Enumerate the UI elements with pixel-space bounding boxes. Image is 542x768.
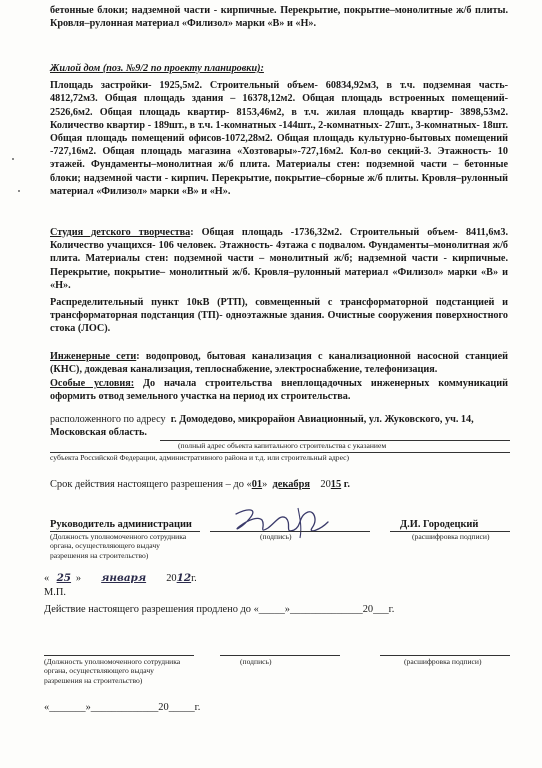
sign-note: (подпись) <box>260 532 292 541</box>
date-year: 12 <box>176 572 192 584</box>
networks-section <box>50 350 508 376</box>
rtp-section: Распределительный пункт 10кВ (РТП), совмещенный с трансформаторной подстанцией и трансформаторная подстанция (ТП)- одноэтажные здания. Очистные сооружения поверхностного стока (ЛОС). <box>50 297 508 335</box>
validity-line <box>50 479 350 490</box>
studio-text: : Общая площадь -1736,32м2. Строительный объем- 8411,6м3. Количество учащихся- 106 человек. Этажность- 4этажа с подвалом. Фундаменты–монолитная ж/б плита. Материалы стен: подземной части – монолитный ж/б; надземной части - кирпичные. Перекрытие, покрытие– монолитный ж/б. Кровля–рулонный материал «Филизол» марки «В» и «Н». <box>50 227 508 291</box>
date-close: » <box>75 573 82 584</box>
scan-speck <box>18 190 20 192</box>
validity-day: 01 <box>251 479 263 490</box>
role-note: (Должность уполномоченного сотрудника органа, осуществляющего выдачу разрешения на строительство) <box>50 532 187 560</box>
ext-role-note: (Должность уполномоченного сотрудника органа, осуществляющего выдачу разрешения на строительство) <box>44 657 181 685</box>
date-day: 25 <box>56 572 72 584</box>
ext-sign-underline <box>220 655 340 656</box>
extension-line: Действие настоящего разрешения продлено до «_____»______________20___г. <box>44 604 395 615</box>
date-suffix: г. <box>191 573 197 584</box>
date-year-prefix: 20 <box>166 573 177 584</box>
address-note-1: (полный адрес объекта капитального строительства с указанием <box>178 441 387 450</box>
address-note-2: субъекта Российской Федерации, административного района и т.д. или строительный адрес) <box>50 453 350 462</box>
address-value: г. Домодедово, микрорайон Авиационный, ул. Жуковского, уч. 14, Московская область. <box>50 414 474 439</box>
ext-sign-note: (подпись) <box>240 657 272 666</box>
signer-name: Д.И. Городецкий <box>400 519 479 530</box>
address-block <box>50 413 510 439</box>
ext-date: «_______»_____________20_____г. <box>44 702 201 713</box>
address-prefix: расположенного по адресу <box>50 414 166 425</box>
studio-section <box>50 226 508 292</box>
stamp-place: М.П. <box>44 587 66 598</box>
networks-heading: Инженерные сети <box>50 351 137 362</box>
scan-speck <box>12 158 14 160</box>
conditions-heading: Особые условия: <box>50 378 135 389</box>
signature-role: Руководитель администрации <box>50 519 192 530</box>
house-section <box>50 62 508 198</box>
signature-date <box>44 572 197 584</box>
validity-mid: » <box>262 479 268 490</box>
name-note: (расшифровка подписи) <box>412 532 490 541</box>
studio-heading: Студия детского творчества <box>50 227 191 238</box>
validity-suffix: г. <box>343 479 350 490</box>
date-open: « <box>44 573 50 584</box>
ext-name-underline <box>380 655 510 656</box>
house-heading: Жилой дом (поз. №9/2 по проекту планировки): <box>50 63 264 74</box>
validity-year-prefix: 20 <box>320 479 331 490</box>
date-month: января <box>101 572 147 584</box>
validity-prefix: Срок действия настоящего разрешения – до « <box>50 479 252 490</box>
ext-role-underline <box>44 655 194 656</box>
networks-text: : водопровод, бытовая канализация с канализационной насосной станцией (КНС), дождевая канализация, теплоснабжение, электроснабжение, телефонизация. <box>50 351 508 376</box>
conditions-text: До начала строительства внеплощадочных инженерных коммуникаций оформить отвод земельного участка на период их строительства. <box>50 378 508 403</box>
validity-year: 15 <box>330 479 342 490</box>
ext-name-note: (расшифровка подписи) <box>404 657 482 666</box>
conditions-section <box>50 377 508 403</box>
house-text: Площадь застройки- 1925,5м2. Строительный объем- 60834,92м3, в т.ч. подземная часть- 4812,72м3. Общая площадь здания – 16378,12м2. Общая площадь встроенных помещений- 2526,6м2. Общая площадь квартир- 8153,46м2, в т.ч. жилая площадь квартир- 3898,53м2. Количество квартир - 189шт., в т.ч. 1-комнатных -144шт., 2-комнатных- 27шт., 3-комнатных- 18шт. Общая площадь помещений офисов-1072,28м2. Общая площадь культурно-бытовых помещений -727,16м2. Общая площадь магазина «Хозтовары»-727,16м2. Кол-во секций-3. Этажность- 10 этажей. Фундаменты–монолитная ж/б плита. Материалы стен: подземной части – бетонные блоки; надземной части - кирпич. Перекрытие, покрытие–сборные ж/б плиты. Кровля–рулонный материал «Филизол» марки «В» и «Н». <box>50 80 508 197</box>
paragraph-continuation: бетонные блоки; надземной части - кирпичные. Перекрытие, покрытие–монолитные ж/б плиты. Кровля–рулонная материал «Филизол» марки «В» и «Н». <box>50 5 508 30</box>
validity-month: декабря <box>272 479 310 490</box>
